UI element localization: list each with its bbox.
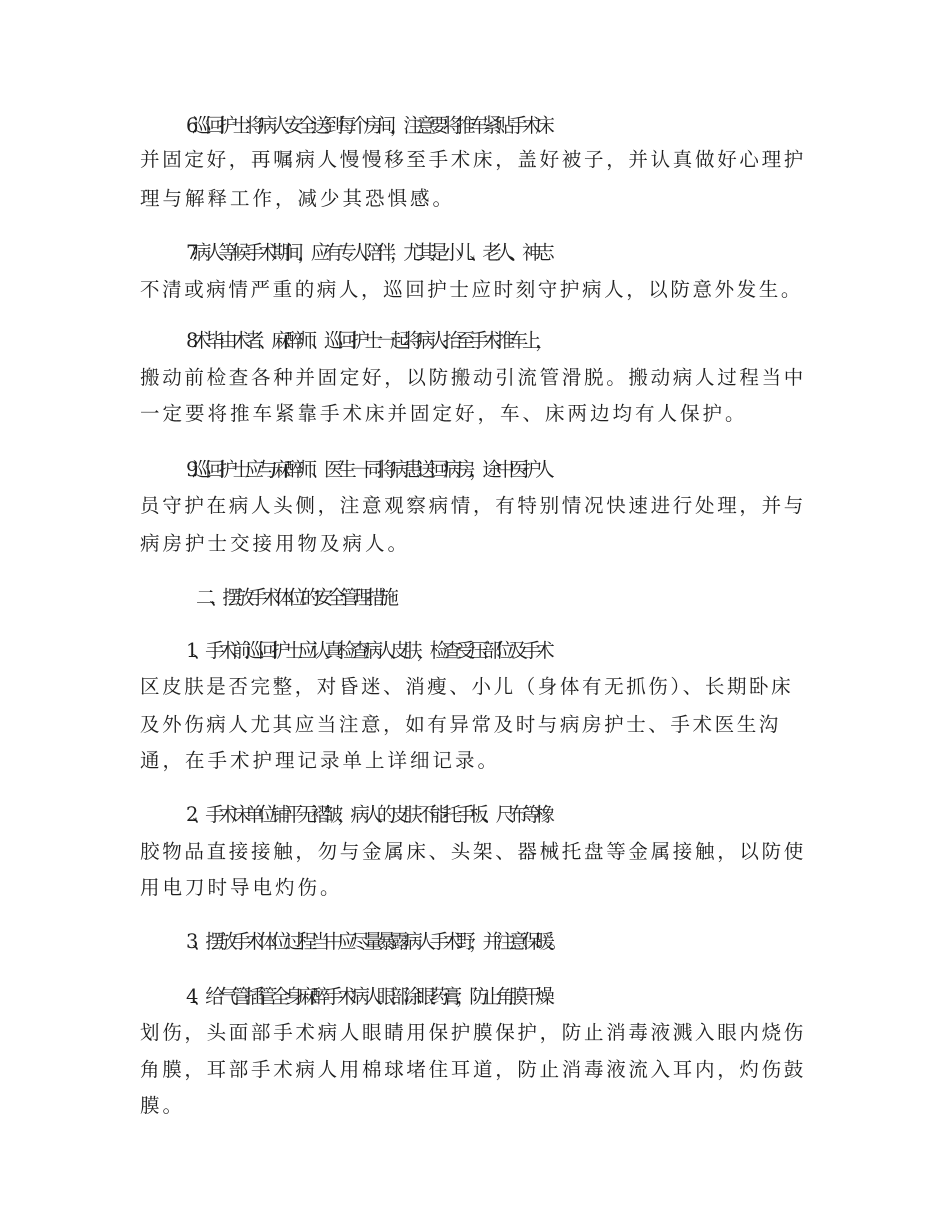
paragraph-8-line-3: 一定要将推车紧靠手术床并固定好，车、床两边均有人保护。 <box>140 402 748 425</box>
item-2-line-3: 用电刀时导电灼伤。 <box>140 876 343 899</box>
item-1-line-4: 通，在手术护理记录单上详细记录。 <box>140 749 501 772</box>
paragraph-8-line-2: 搬动前检查各种并固定好，以防搬动引流管滑脱。搬动病人过程当中 <box>140 366 807 389</box>
item-3-line-1: 3、摆放手术体位过程当中应尽量暴露病人手术野，并注意保暖。 <box>186 930 562 953</box>
paragraph-6-line-2: 并固定好，再嘱病人慢慢移至手术床，盖好被子，并认真做好心理护 <box>140 148 807 171</box>
paragraph-6-line-3: 理与解释工作，减少其恐惧感。 <box>140 187 456 210</box>
paragraph-7-line-1: 7.病人等候手术期间，应有专人陪伴，尤其是小儿、老人、神志 <box>186 241 549 264</box>
item-1-line-2: 区皮肤是否完整，对昏迷、消瘦、小儿（身体有无抓伤）、长期卧床 <box>140 675 794 698</box>
item-2-line-1: 2、 手术床单位铺平无褶皱，病人的皮肤不能托手板、尺布等橡 <box>186 803 549 826</box>
item-4-line-4: 膜。 <box>140 1094 186 1117</box>
item-1-line-1: 1、 手术前巡回护士应认真检查病人皮肤，检查受压部位及手术 <box>186 639 549 662</box>
paragraph-9-line-2: 员守护在病人头侧，注意观察病情，有特别情况快速进行处理，并与 <box>140 494 807 517</box>
paragraph-8-line-1: 8.术毕由术者、麻醉师、巡回护士一起将病人抬至手术推车上， <box>186 329 549 352</box>
section-heading: 二、摆放手术体位的安全管理措施 <box>196 586 393 609</box>
item-4-line-2: 划伤，头面部手术病人眼睛用保护膜保护，防止消毒液溅入眼内烧伤 <box>140 1021 807 1044</box>
paragraph-9-line-3: 病房护士交接用物及病人。 <box>140 532 411 555</box>
item-4-line-3: 角膜，耳部手术病人用棉球堵住耳道，防止消毒液流入耳内，灼伤鼓 <box>140 1058 807 1081</box>
item-4-line-1: 4、 给气管插管全身麻醉手术病人眼部涂眼药膏，防止角膜干燥 <box>186 985 549 1008</box>
item-1-line-3: 及外伤病人尤其应当注意，如有异常及时与病房护士、手术医生沟 <box>140 713 781 736</box>
paragraph-9-line-1: 9.巡回护士应与麻醉师、医生一同将病患送回病房，途中医护人 <box>186 458 549 481</box>
paragraph-7-line-2: 不清或病情严重的病人，巡回护士应时刻守护病人，以防意外发生。 <box>140 278 804 301</box>
item-2-line-2: 胶物品直接接触，勿与金属床、头架、器械托盘等金属接触，以防使 <box>140 840 807 863</box>
paragraph-6-line-1: 6.巡回护士将病人安全送到每个房间，注意要将推车紧贴手术床 <box>186 114 549 137</box>
